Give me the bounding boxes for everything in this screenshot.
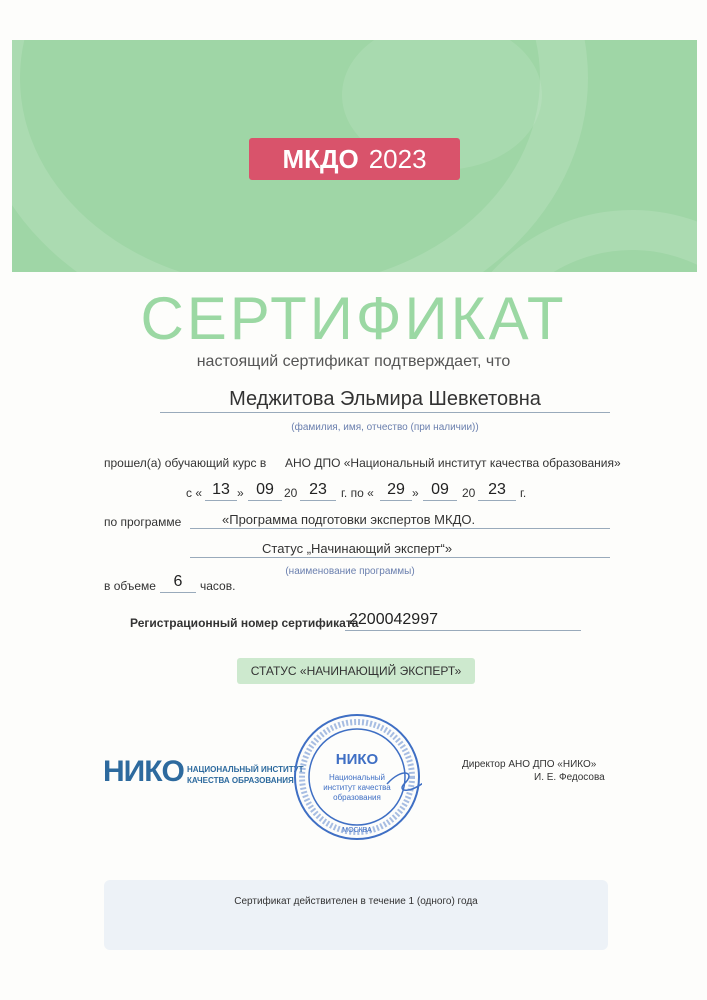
stamp-city: МОСКВА	[342, 827, 372, 834]
program-underline	[190, 528, 610, 529]
date-underline	[423, 500, 457, 501]
course-institution: АНО ДПО «Национальный институт качества образования»	[285, 456, 621, 470]
hours-value: 6	[173, 573, 183, 590]
end-day: 29	[387, 481, 405, 498]
official-stamp	[292, 712, 422, 842]
hours-underline	[160, 592, 196, 593]
hours-unit: часов.	[200, 579, 236, 593]
organization-name	[187, 764, 303, 786]
date-to-label: г. по «	[341, 486, 374, 500]
validity-footer	[104, 880, 608, 950]
organization-line1: НАЦИОНАЛЬНЫЙ ИНСТИТУТ	[187, 765, 304, 774]
mkdo-logo	[249, 138, 460, 180]
name-caption: (фамилия, имя, отчество (при наличии))	[291, 422, 479, 433]
organization-line2: КАЧЕСТВА ОБРАЗОВАНИЯ	[187, 776, 294, 785]
registration-number: 2200042997	[349, 611, 438, 628]
year-suffix: г.	[520, 486, 527, 500]
registration-label: Регистрационный номер сертификата	[130, 616, 359, 630]
program-label: по программе	[104, 515, 182, 529]
director-block	[462, 758, 605, 784]
director-name: И. Е. Федосова	[534, 772, 605, 783]
program-line1: «Программа подготовки экспертов МКДО.	[222, 512, 476, 527]
program-line2: Статус „Начинающий эксперт“»	[262, 541, 453, 556]
date-underline	[478, 500, 516, 501]
program-caption: (наименование программы)	[285, 566, 415, 577]
program-underline	[190, 557, 610, 558]
date-quote-close: »	[237, 486, 244, 500]
start-century: 20	[284, 486, 298, 500]
registration-underline	[345, 630, 581, 631]
stamp-line3: образования	[333, 793, 381, 802]
date-underline	[300, 500, 336, 501]
validity-text: Сертификат действителен в течение 1 (одного) года	[234, 896, 478, 907]
director-title: Директор АНО ДПО «НИКО»	[462, 759, 597, 770]
start-day: 13	[212, 481, 230, 498]
recipient-name: Меджитова Эльмира Шевкетовна	[229, 388, 541, 410]
stamp-line1: Национальный	[328, 773, 386, 782]
end-month: 09	[431, 481, 449, 498]
logo-main-text: МКДО	[282, 143, 359, 174]
stamp-line2: институт качества	[323, 783, 391, 792]
end-year: 23	[488, 481, 506, 498]
date-from-label: с «	[186, 486, 203, 500]
date-underline	[248, 500, 282, 501]
date-underline	[380, 500, 412, 501]
name-underline	[160, 412, 610, 413]
end-century: 20	[462, 486, 476, 500]
start-month: 09	[256, 481, 274, 498]
status-badge: СТАТУС «НАЧИНАЮЩИЙ ЭКСПЕРТ»	[237, 658, 475, 684]
date-underline	[205, 500, 237, 501]
date-quote-close: »	[412, 486, 419, 500]
course-intro: прошел(а) обучающий курс в	[104, 456, 267, 470]
niko-logo: НИКО	[103, 755, 184, 788]
logo-year-text: 2023	[368, 143, 427, 174]
certificate-subtitle: настоящий сертификат подтверждает, что	[196, 353, 511, 370]
certificate-title: СЕРТИФИКАТ	[140, 285, 567, 352]
start-year: 23	[309, 481, 327, 498]
hours-label: в объеме	[104, 579, 156, 593]
stamp-title: НИКО	[335, 751, 379, 768]
